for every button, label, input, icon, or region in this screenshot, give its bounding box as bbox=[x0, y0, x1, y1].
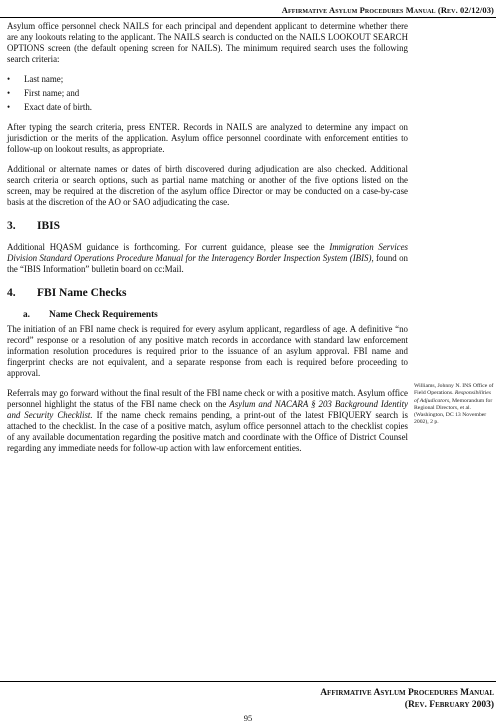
section-4-paragraph-1: The initiation of an FBI name check is required for every asylum applicant, regardless of age. A definitive “no record” response or a resolution of any positive match records in accordance with standard law enforcement information resolution procedures is required prior to the issuance of an asylum approval. FBI name and fingerprint checks are not equivalent, and a separate response from each is required before proceeding to approval. bbox=[7, 324, 408, 378]
ibis-manual-title: Immigration Services Division Standard Operations Procedure Manual for the Interagency Border Inspection System (IBIS) bbox=[7, 242, 408, 263]
section-4-heading bbox=[7, 287, 408, 300]
memo-title: Responsibilities of Adjudicators bbox=[414, 390, 491, 404]
list-item: • First name; and bbox=[7, 88, 80, 98]
list-item: • Last name; bbox=[7, 74, 64, 84]
section-title: FBI Name Checks bbox=[37, 287, 127, 299]
subsection-a-heading bbox=[23, 309, 408, 321]
checklist-title: Asylum and NACARA § 203 Background Identity and Security Checklist. bbox=[7, 399, 408, 420]
section-3-heading bbox=[7, 220, 408, 233]
subsection-number: a. bbox=[23, 310, 30, 320]
bullet-icon: • bbox=[7, 74, 11, 84]
margin-citation: Williams, Johnny N. INS Office of Field Operations. Responsibilities of Adjudicators, Memorandum for Regional Directors, et al. (Washington, DC 13 November 2002), 2 p. bbox=[414, 383, 494, 426]
section-title: IBIS bbox=[37, 220, 61, 232]
section-number: 4. bbox=[7, 287, 16, 299]
footer-divider bbox=[0, 681, 496, 682]
list-item: • Exact date of birth. bbox=[7, 102, 93, 112]
intro-paragraph-3: Additional or alternate names or dates of birth discovered during adjudication are also checked. Additional search criteria or search options, such as partial name matching or another of the five options listed on the screen, may be required at the discretion of the asylum office Director or may be conducted on a case-by-case basis at the discretion of the AO or SAO adjudicating the case. bbox=[7, 164, 408, 207]
footer-revision: (Rev. February 2003) bbox=[404, 700, 494, 710]
running-header: Affirmative Asylum Procedures Manual (Rev. 02/12/03) bbox=[281, 5, 494, 15]
bullet-icon: • bbox=[7, 88, 11, 98]
bullet-icon: • bbox=[7, 102, 11, 112]
section-4-paragraph-2: Referrals may go forward without the final result of the FBI name check or with a positive match. Asylum office personnel highlight the status of the FBI name check on the Asylum and NACARA § 203 Background Identity and Security Checklist. If the name check remains pending, a print-out of the latest FBIQUERY search is attached to the checklist. In the case of a positive match, asylum office personnel attach to the checklist copies of any available documentation regarding the positive match and coordinate with the Office of District Counsel regarding any immediate needs for follow-up action with law enforcement entities. bbox=[7, 388, 408, 453]
subsection-title: Name Check Requirements bbox=[49, 310, 158, 320]
intro-paragraph-1: Asylum office personnel check NAILS for each principal and dependent applicant to determine whether there are any lookouts relating to the applicant. The NAILS search is conducted on the NAILS LOOKOUT SEARCH OPTIONS screen (the default opening screen for NAILS). The minimum required search uses the following search criteria: bbox=[7, 21, 408, 64]
main-body bbox=[7, 21, 408, 463]
section-3-paragraph: Additional HQASM guidance is forthcoming. For current guidance, please see the Immigration Services Division Standard Operations Procedure Manual for the Interagency Border Inspection System (IBIS), found on the “IBIS Information” bulletin board on cc:Mail. bbox=[7, 242, 408, 274]
header-divider bbox=[0, 17, 496, 18]
running-footer bbox=[320, 687, 494, 711]
intro-paragraph-2: After typing the search criteria, press ENTER. Records in NAILS are analyzed to determine any impact on jurisdiction or the merits of the application. Asylum office personnel coordinate with enforcement entities to follow-up on lookout results, as appropriate. bbox=[7, 122, 408, 154]
page-number: 95 bbox=[243, 713, 253, 723]
search-criteria-list bbox=[7, 74, 408, 113]
section-number: 3. bbox=[7, 220, 16, 232]
footer-title: Affirmative Asylum Procedures Manual bbox=[320, 688, 494, 698]
